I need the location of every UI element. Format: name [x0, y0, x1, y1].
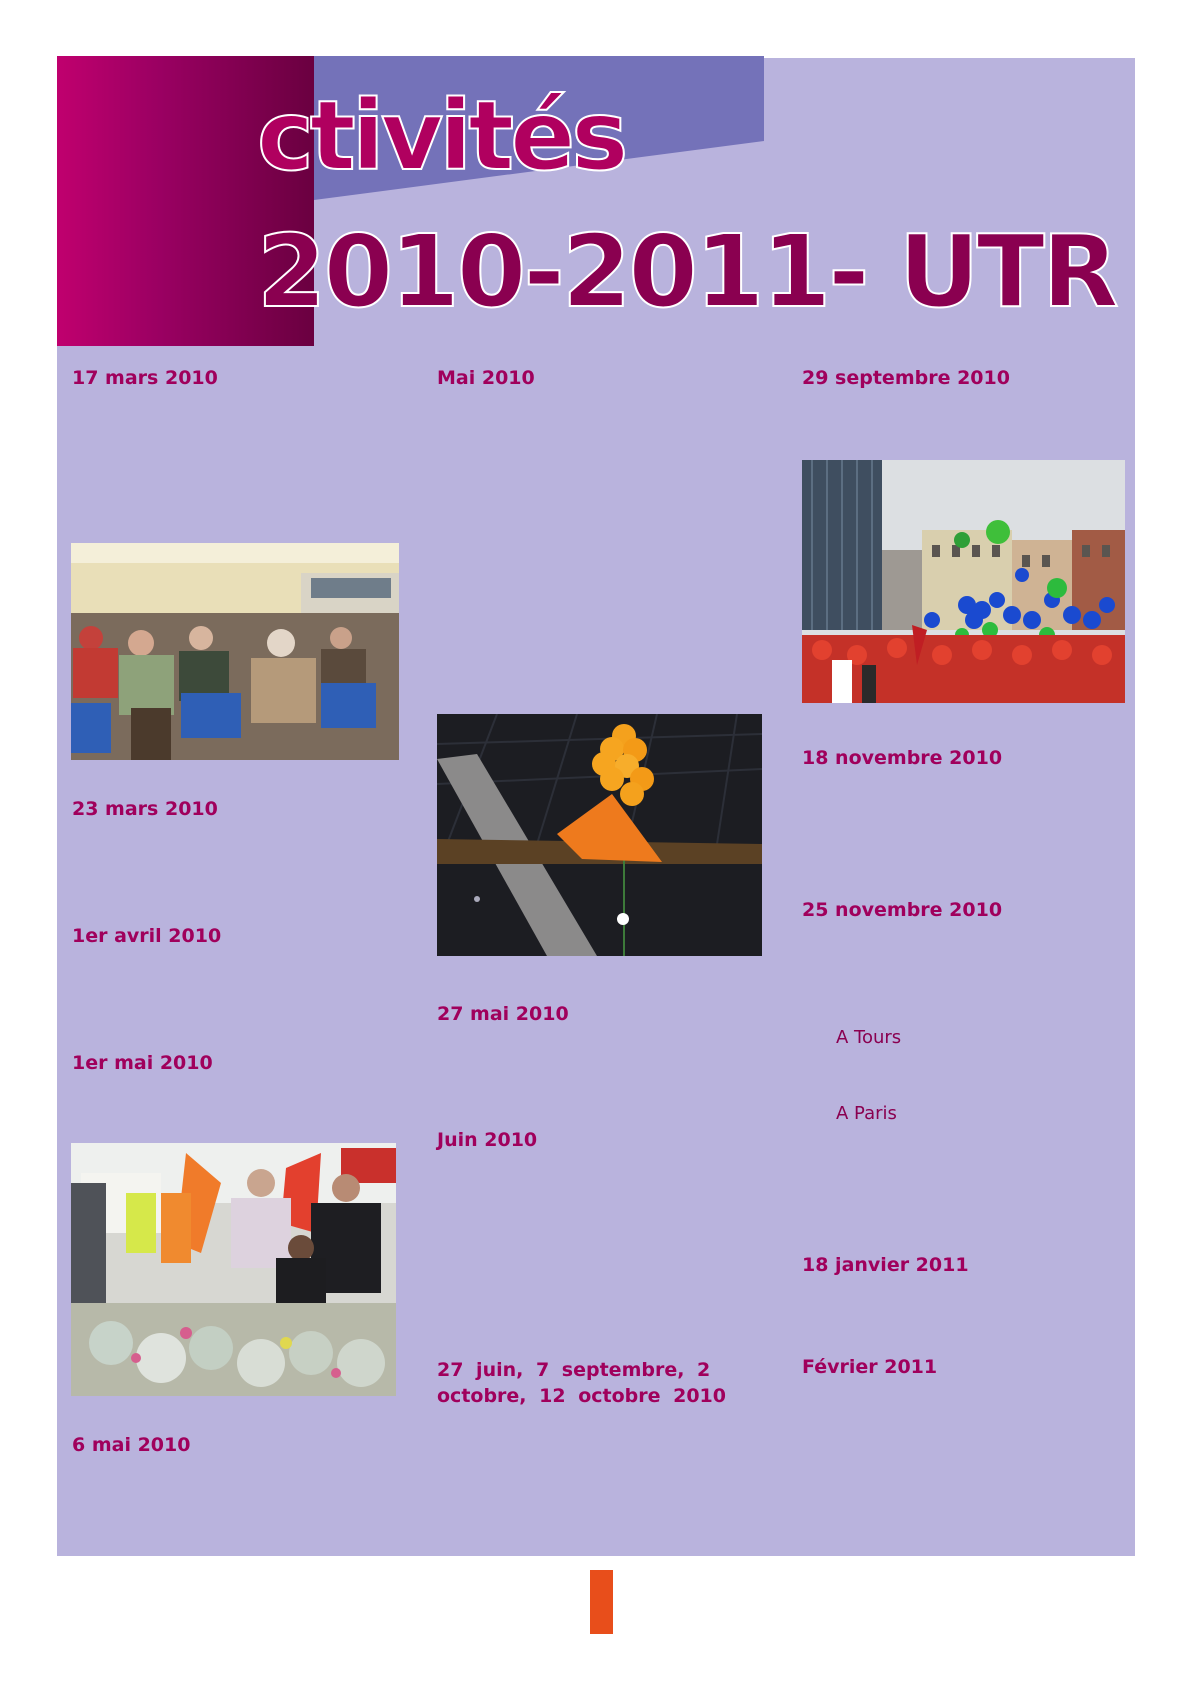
date-label: 29 septembre 2010 — [802, 367, 1010, 389]
meeting-room-audience-photo — [71, 543, 399, 760]
date-label: 6 mai 2010 — [72, 1434, 191, 1456]
date-label: Juin 2010 — [437, 1129, 538, 1151]
date-label: Mai 2010 — [437, 367, 535, 389]
may-day-flower-stand-photo — [71, 1143, 396, 1396]
date-label: 18 novembre 2010 — [802, 747, 1003, 769]
date-label: 1er avril 2010 — [72, 925, 222, 947]
location-paris: A Paris — [836, 1103, 897, 1124]
orange-balloon-decoration-photo — [437, 714, 762, 956]
date-label: 25 novembre 2010 — [802, 899, 1003, 921]
date-label: 18 janvier 2011 — [802, 1254, 969, 1276]
street-rally-balloons-photo — [802, 460, 1125, 703]
date-label: 27 mai 2010 — [437, 1003, 569, 1025]
page-marker-tab — [590, 1570, 613, 1634]
date-label: 27 juin, 7 septembre, 2 octobre, 12 octobre 2010 — [437, 1359, 727, 1407]
date-label: 1er mai 2010 — [72, 1052, 213, 1074]
page-title-line2: 2010-2011- UTR — [257, 213, 1116, 330]
page-title-line1: ctivités — [257, 80, 625, 192]
date-label: 17 mars 2010 — [72, 367, 218, 389]
location-tours: A Tours — [836, 1027, 902, 1048]
date-label: Février 2011 — [802, 1356, 938, 1378]
date-label: 23 mars 2010 — [72, 798, 218, 820]
